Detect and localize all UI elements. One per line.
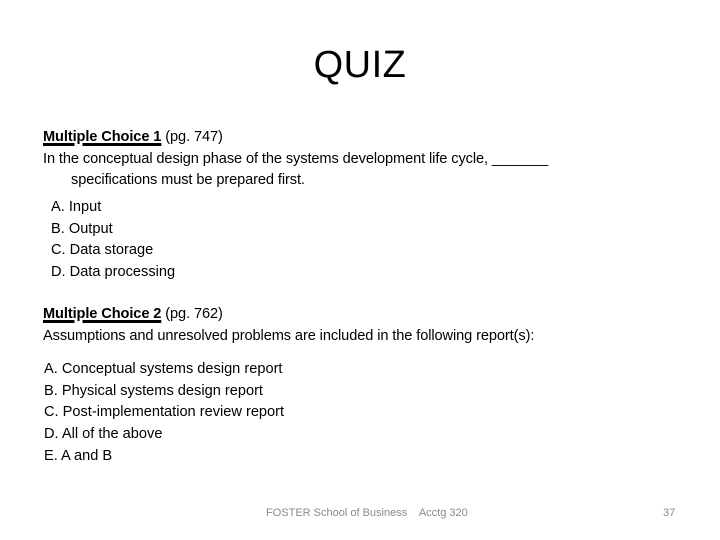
question-2-label: Multiple Choice 2: [43, 306, 162, 322]
question-1-stem-line1: In the conceptual design phase of the systems development life cycle, _______: [43, 150, 549, 167]
page-number: 37: [663, 507, 676, 519]
question-2-heading: [43, 304, 534, 326]
question-2-options: [44, 359, 284, 468]
question-1-label: Multiple Choice 1: [43, 129, 162, 145]
option: D. All of the above: [44, 426, 163, 443]
footer-text: FOSTER School of Business Acctg 320: [266, 507, 468, 519]
option: D. Data processing: [51, 264, 176, 281]
question-1: [43, 127, 548, 192]
question-1-stem-line2: specifications must be prepared first.: [71, 172, 305, 189]
option: C. Data storage: [51, 242, 154, 259]
question-1-page-ref: (pg. 747): [165, 129, 223, 145]
slide-title: QUIZ: [313, 44, 407, 86]
option: A. Conceptual systems design report: [44, 361, 283, 377]
option: A. Input: [51, 199, 102, 215]
question-2-page-ref: (pg. 762): [165, 306, 223, 322]
option: B. Physical systems design report: [44, 382, 263, 399]
question-2-stem-line1: Assumptions and unresolved problems are included in the following report(s):: [43, 327, 535, 344]
question-1-heading: [43, 127, 548, 149]
option: C. Post-implementation review report: [44, 404, 285, 421]
option: E. A and B: [44, 447, 113, 464]
question-2: [43, 304, 534, 347]
option: B. Output: [51, 220, 113, 237]
question-1-options: [51, 197, 175, 284]
